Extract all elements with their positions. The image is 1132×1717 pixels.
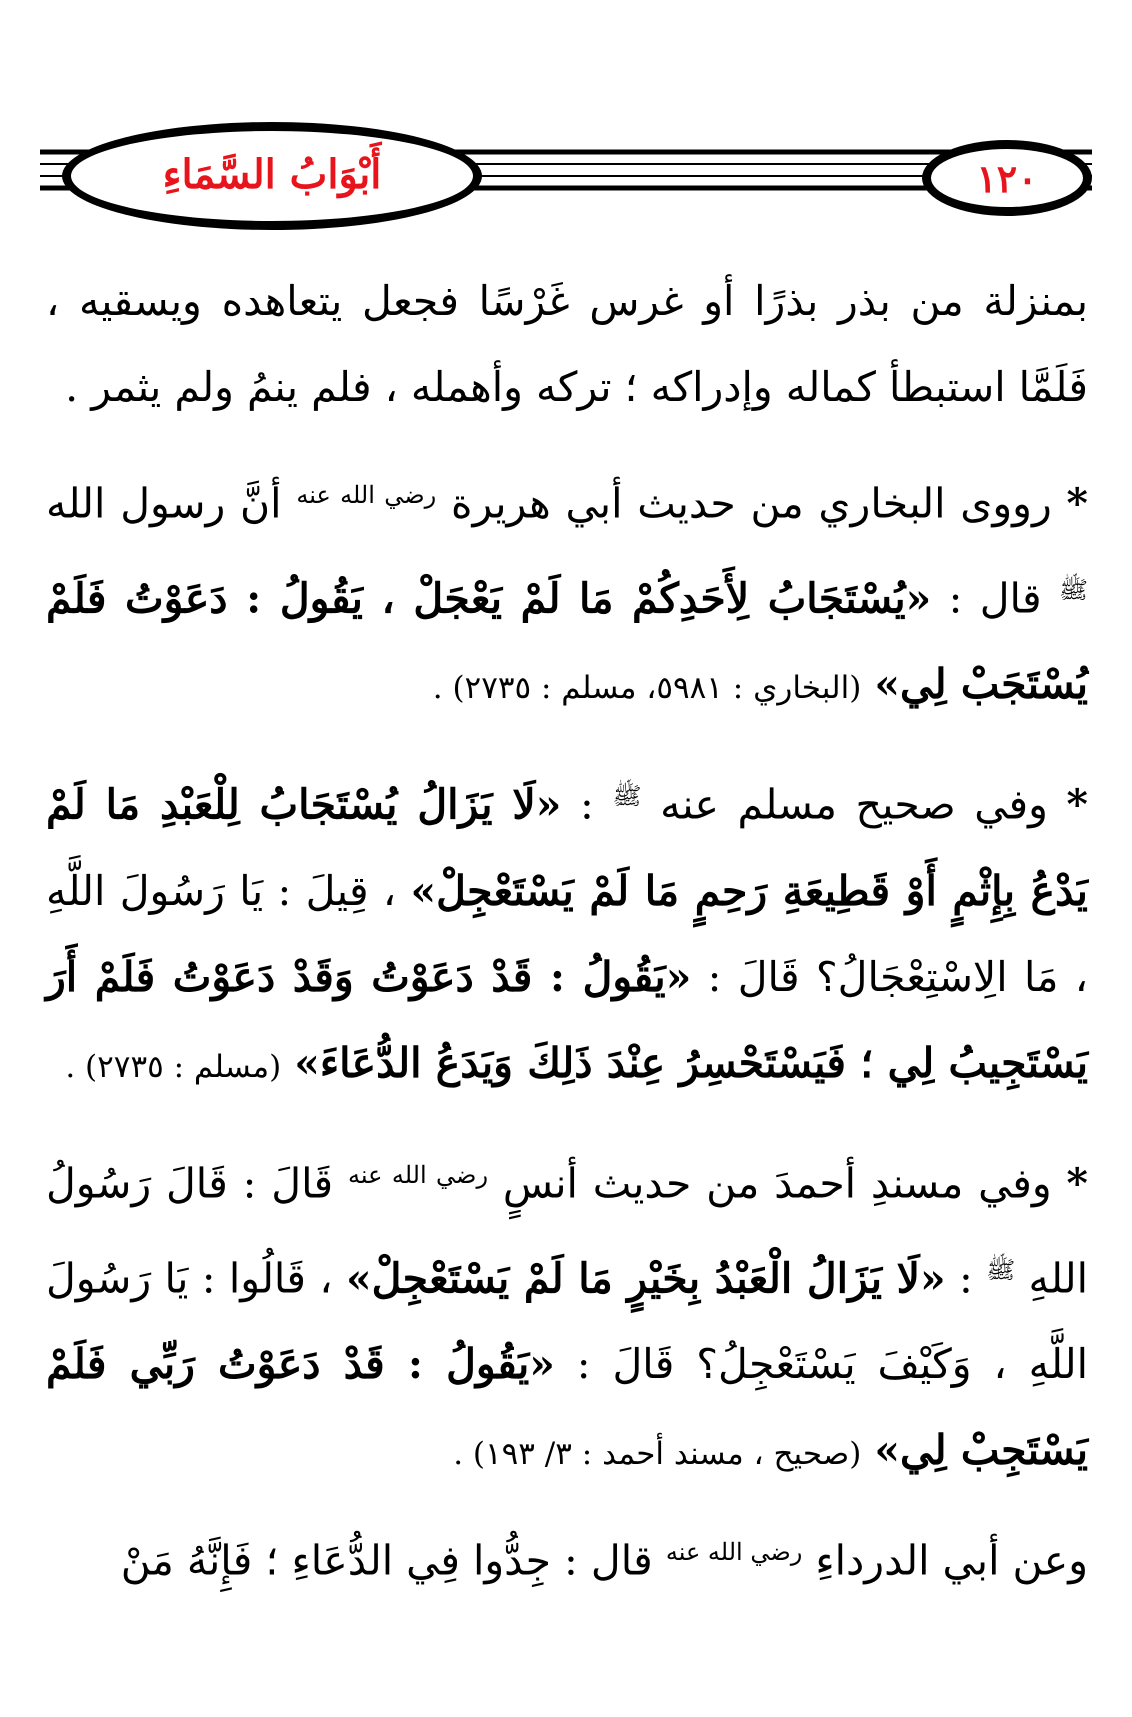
paragraph-1 <box>46 258 1088 430</box>
paragraph-4-colon: : <box>959 1254 973 1303</box>
source-citation: (البخاري : ٥٩٨١، مسلم : ٢٧٣٥) . <box>432 670 862 707</box>
salla-honorific-icon: ﷺ <box>1058 575 1088 604</box>
source-citation: (مسلم : ٢٧٣٥) . <box>65 1048 282 1085</box>
paragraph-4-plain: ، قَالُوا : يَا رَسُولَ اللَّهِ ، وَكَيْفَ يَسْتَعْجِلُ؟ قَالَ : <box>46 1254 1089 1389</box>
page-title: أَبْوَابُ السَّمَاءِ <box>162 150 382 198</box>
title-oval <box>62 122 482 230</box>
radiya-honorific-icon: رضي الله عنه <box>296 481 437 509</box>
paragraph-2-mid: أنَّ رسول الله <box>46 479 282 528</box>
asterisk-icon: * <box>1066 780 1088 829</box>
page-number-oval <box>922 140 1092 216</box>
hadith-quote: «لَا يَزَالُ يُسْتَجَابُ لِلْعَبْدِ مَا لَمْ يَدْعُ بِإِثْمٍ أَوْ قَطِيعَةِ رَحِمٍ مَا لَمْ يَسْتَعْجِلْ» <box>46 780 1088 915</box>
radiya-honorific-icon: رضي الله عنه <box>348 1160 489 1189</box>
hadith-quote: «يُسْتَجَابُ لِأَحَدِكُمْ مَا لَمْ يَعْجَلْ ، يَقُولُ : دَعَوْتُ فَلَمْ يُسْتَجَبْ لِي» <box>46 574 1088 709</box>
source-citation: (صحيح ، مسند أحمد : ٣/ ١٩٣) . <box>453 1436 862 1473</box>
page-header <box>0 100 1132 250</box>
radiya-honorific-icon: رضي الله عنه <box>665 1538 803 1567</box>
paragraph-1-text: بمنزلة من بذر بذرًا أو غرس غَرْسًا فجعل يتعاهده ويسقيه ، فَلَمَّا استبطأ كماله وإدراكه ؛ تركه وأهمله ، فلم ينمُ ولم يثمر . <box>46 277 1088 411</box>
paragraph-3-colon: : <box>580 780 594 829</box>
paragraph-4 <box>46 1132 1088 1497</box>
paragraph-3-plain: ، قِيلَ : يَا رَسُولَ اللَّهِ ، مَا الِاسْتِعْجَالُ؟ قَالَ : <box>46 866 1088 1001</box>
paragraph-2 <box>46 452 1088 731</box>
asterisk-icon: * <box>1066 1159 1088 1208</box>
asterisk-icon: * <box>1066 479 1088 528</box>
paragraph-5-text: قال : جِدُّوا فِي الدُّعَاءِ ؛ فَإِنَّهُ مَنْ <box>120 1536 653 1585</box>
hadith-quote: «لَا يَزَالُ الْعَبْدُ بِخَيْرٍ مَا لَمْ يَسْتَعْجِلْ» <box>345 1254 946 1303</box>
salla-honorific-icon: ﷺ <box>986 1255 1016 1284</box>
hadith-quote: «يَقُولُ : قَدْ دَعَوْتُ رَبِّي فَلَمْ يَسْتَجِبْ لِي» <box>46 1340 1088 1475</box>
paragraph-5 <box>46 1509 1088 1604</box>
page-number: ١٢٠ <box>976 155 1038 201</box>
paragraph-2-lead: رووى البخاري من حديث أبي هريرة <box>450 479 1052 528</box>
page-body <box>46 258 1088 1604</box>
paragraph-2-qaal: قال : <box>948 574 1042 623</box>
paragraph-3-lead: وفي صحيح مسلم عنه <box>660 780 1048 829</box>
paragraph-4-lead: وفي مسندِ أحمدَ من حديث أنسٍ <box>502 1159 1052 1208</box>
paragraph-3 <box>46 753 1088 1110</box>
paragraph-4-mid: قَالَ : قَالَ رَسُولُ اللهِ <box>46 1159 1088 1303</box>
hadith-quote: «يَقُولُ : قَدْ دَعَوْتُ وَقَدْ دَعَوْتُ فَلَمْ أَرَ يَسْتَجِيبُ لِي ؛ فَيَسْتَحْسِرُ عِنْدَ ذَلِكَ وَيَدَعُ الدُّعَاءَ» <box>46 952 1088 1087</box>
paragraph-5-lead: وعن أبي الدرداءِ <box>815 1536 1088 1585</box>
salla-honorific-icon: ﷺ <box>612 782 642 811</box>
